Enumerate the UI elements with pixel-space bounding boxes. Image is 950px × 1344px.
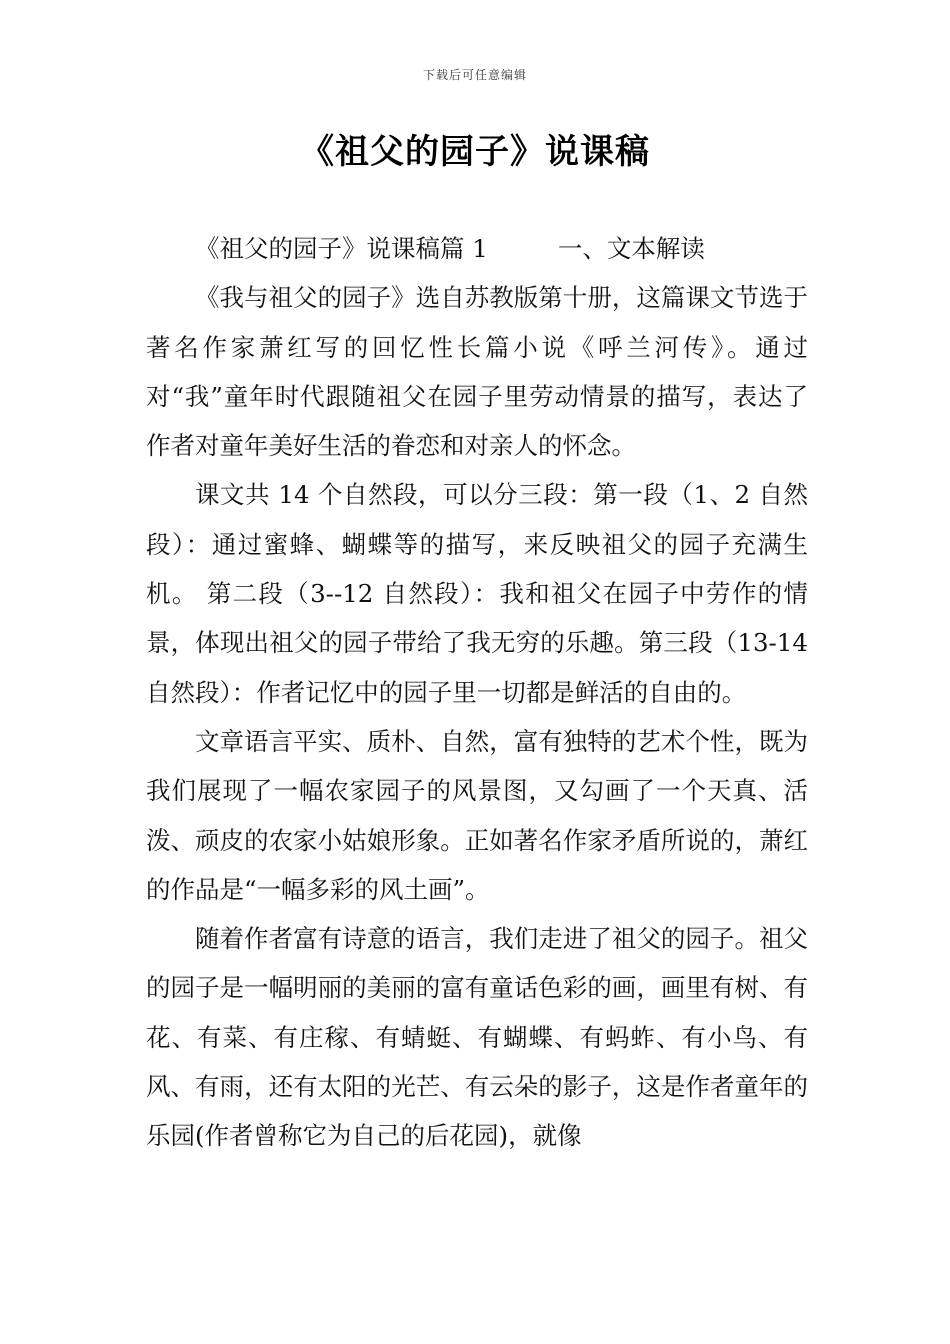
section-label: 《祖父的园子》说课稿篇 1 xyxy=(195,234,488,263)
section-subheading: 一、文本解读 xyxy=(557,234,705,263)
document-title: 《祖父的园子》说课稿 xyxy=(300,132,650,172)
section-heading-line xyxy=(146,224,808,273)
header-note: 下载后可任意编辑 xyxy=(422,68,527,82)
document-body xyxy=(146,224,808,1161)
paragraph-garden: 随着作者富有诗意的语言，我们走进了祖父的园子。祖父的园子是一幅明丽的美丽的富有童话色彩的画，画里有树、有花、有菜、有庄稼、有蜻蜓、有蝴蝶、有蚂蚱、有小鸟、有风、有雨，还有太阳的光芒、有云朵的影子，这是作者童年的乐园(作者曾称它为自己的后花园)，就像 xyxy=(146,924,808,1151)
paragraph-intro: 《我与祖父的园子》选自苏教版第十册，这篇课文节选于著名作家萧红写的回忆性长篇小说《呼兰河传》。通过对“我”童年时代跟随祖父在园子里劳动情景的描写，表达了作者对童年美好生活的眷恋和对亲人的怀念。 xyxy=(146,283,808,461)
paragraph-structure: 课文共 14 个自然段，可以分三段：第一段（1、2 自然段）：通过蜜蜂、蝴蝶等的描写，来反映祖父的园子充满生机。 第二段（3--12 自然段）：我和祖父在园子中劳作的情景，体现出祖父的园子带给了我无穷的乐趣。第三段（13-14 自然段）：作者记忆中的园子里一切都是鲜活的自由的。 xyxy=(146,480,808,707)
paragraph-language: 文章语言平实、质朴、自然，富有独特的艺术个性，既为我们展现了一幅农家园子的风景图，又勾画了一个天真、活泼、顽皮的农家小姑娘形象。正如著名作家矛盾所说的，萧红的作品是“一幅多彩的风土画”。 xyxy=(146,726,808,904)
